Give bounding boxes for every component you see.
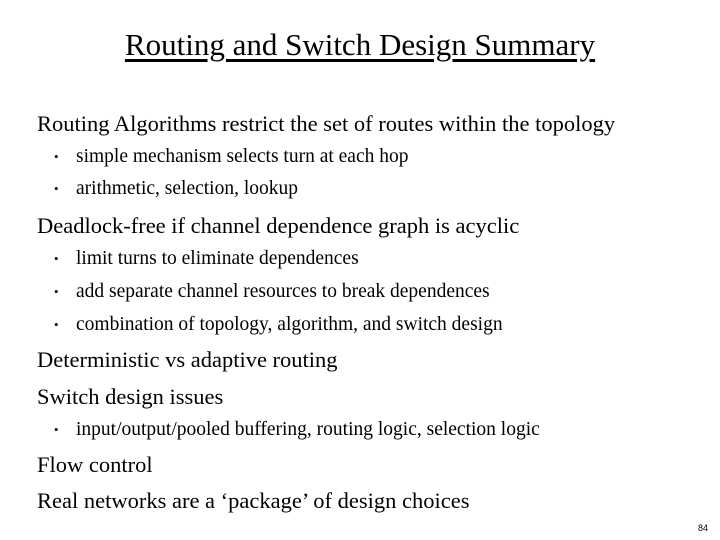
sub-bullet-arithmetic bbox=[54, 176, 299, 202]
bullet-deadlock-free: Deadlock-free if channel dependence graph is acyclic bbox=[37, 213, 520, 238]
sub-bullet-text: input/output/pooled buffering, routing logic, selection logic bbox=[76, 419, 540, 440]
sub-bullet-text: arithmetic, selection, lookup bbox=[76, 178, 299, 199]
bullet-real-networks: Real networks are a ‘package’ of design choices bbox=[37, 488, 470, 513]
bullet-dot: • bbox=[54, 181, 59, 196]
bullet-routing-algorithms: Routing Algorithms restrict the set of routes within the topology bbox=[37, 111, 616, 136]
bullet-dot: • bbox=[54, 284, 59, 299]
bullet-deterministic-vs-adaptive: Deterministic vs adaptive routing bbox=[37, 347, 338, 372]
slide-title: Routing and Switch Design Summary bbox=[124, 27, 596, 62]
bullet-dot: • bbox=[54, 251, 59, 266]
bullet-dot: • bbox=[54, 149, 59, 164]
sub-bullet-text: limit turns to eliminate dependences bbox=[76, 248, 359, 269]
sub-bullet-text: combination of topology, algorithm, and switch design bbox=[76, 314, 503, 335]
sub-bullet-text: simple mechanism selects turn at each hop bbox=[76, 146, 409, 167]
sub-bullet-buffering bbox=[54, 417, 540, 443]
sub-bullet-text: add separate channel resources to break dependences bbox=[76, 281, 490, 302]
bullet-dot: • bbox=[54, 422, 59, 437]
sub-bullet-combination bbox=[54, 312, 503, 338]
sub-bullet-simple-mechanism bbox=[54, 144, 409, 170]
bullet-switch-design-issues: Switch design issues bbox=[37, 384, 224, 409]
sub-bullet-separate-channel bbox=[54, 279, 490, 305]
bullet-flow-control: Flow control bbox=[37, 452, 153, 477]
sub-bullet-limit-turns bbox=[54, 246, 359, 272]
bullet-dot: • bbox=[54, 317, 59, 332]
page-number: 84 bbox=[697, 523, 708, 533]
